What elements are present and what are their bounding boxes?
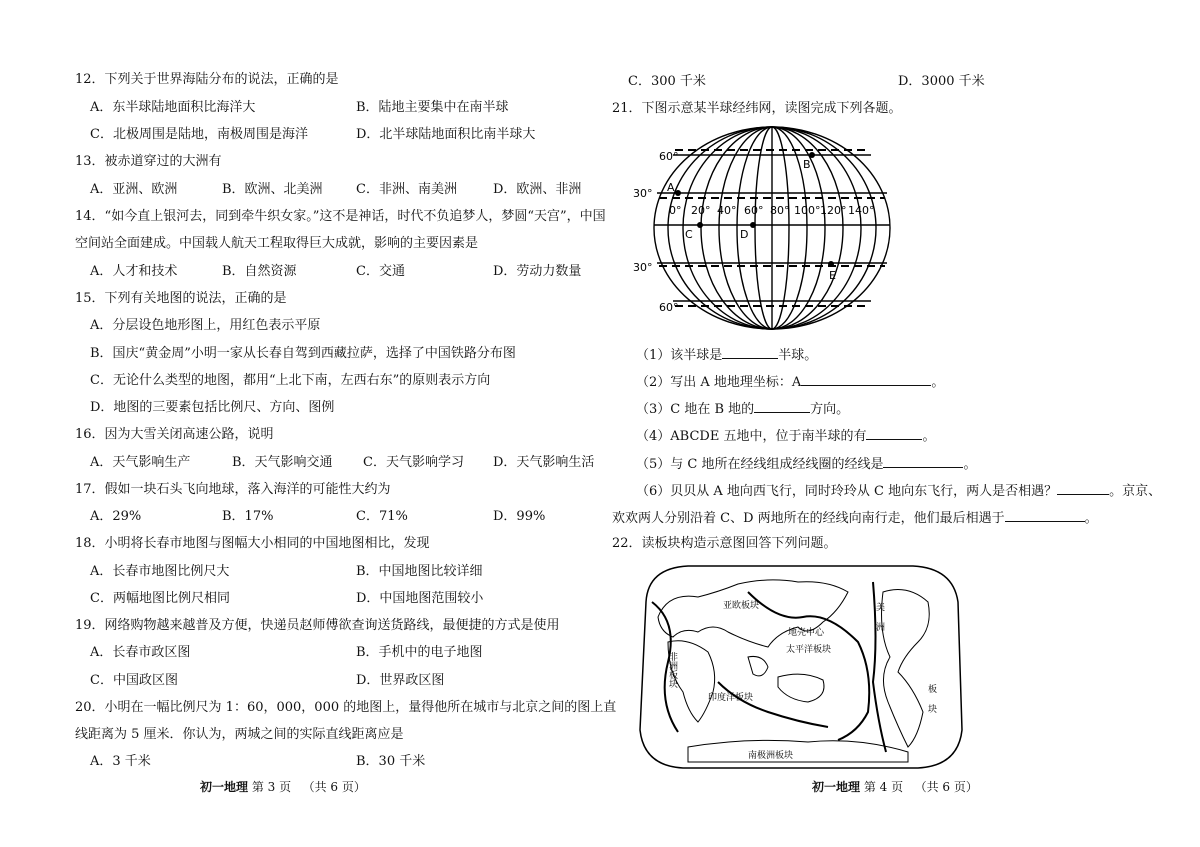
- q21-sub7-text: 欢欢两人分别沿着 C、D 两地所在的经线向南行走，他们最后相遇于: [612, 511, 1005, 526]
- q12-stem: 12．下列关于世界海陆分布的说法，正确的是: [75, 72, 339, 87]
- lon-label-80: 80°: [770, 204, 790, 217]
- q15-option-a: A．分层设色地形图上，用红色表示平原: [90, 318, 321, 333]
- q21-sub4-text: （4）ABCDE 五地中，位于南半球的有: [636, 429, 867, 444]
- q16-option-a: A．天气影响生产: [90, 455, 191, 470]
- lon-label-100: 100°: [794, 204, 821, 217]
- footer-page: 第 3 页: [251, 780, 292, 794]
- q21-sub6-tail: 。京京、: [1109, 484, 1162, 499]
- q21-sub5: [636, 454, 977, 474]
- footer-subject-right: 初一地理: [812, 780, 861, 794]
- q20-stem-line1: 20．小明在一幅比例尺为 1：60，000，000 的地图上，量得他所在城市与北京之间的图上直: [75, 700, 617, 715]
- q13-stem: 13．被赤道穿过的大洲有: [75, 154, 222, 169]
- q12-option-b: B．陆地主要集中在南半球: [356, 100, 509, 115]
- plate-tectonics-map: [628, 562, 968, 772]
- q18-stem: 18．小明将长春市地图与图幅大小相同的中国地图相比，发现: [75, 536, 430, 551]
- q19-option-c: C．中国政区图: [90, 673, 178, 688]
- lat-label-30s: 30°: [633, 261, 653, 274]
- q21-sub4: [636, 426, 935, 446]
- plate-label-american-4: 块: [928, 705, 938, 715]
- plate-label-pacific: 太平洋板块: [786, 645, 832, 655]
- q16-stem: 16．因为大雪关闭高速公路，说明: [75, 427, 274, 442]
- q21-sub2: [636, 372, 944, 392]
- lon-label-120: 120°: [820, 204, 847, 217]
- q15-option-d: D．地图的三要素包括比例尺、方向、图例: [90, 400, 335, 415]
- q14-option-c: C．交通: [356, 264, 405, 279]
- point-d: [750, 222, 756, 228]
- page-footer-left: [200, 778, 366, 795]
- q20-option-c: C．300 千米: [628, 74, 706, 89]
- q20-option-d: D．3000 千米: [898, 74, 985, 89]
- q21-sub1-tail: 半球。: [778, 348, 818, 363]
- q21-sub1-text: （1）该半球是: [636, 348, 723, 363]
- q17-option-b: B．17%: [222, 509, 274, 524]
- lon-label-20: 20°: [691, 204, 711, 217]
- q16-option-d: D．天气影响生活: [493, 455, 595, 470]
- lon-label-40: 40°: [717, 204, 737, 217]
- q18-option-c: C．两幅地图比例尺相同: [90, 591, 230, 606]
- q21-sub7-tail: 。: [1084, 511, 1098, 526]
- q21-sub6-cont: [612, 508, 1098, 528]
- q14-stem-line1: 14．“如今直上银河去，同到牵牛织女家。”这不是神话，时代不负追梦人，梦圆“天宫”，中国: [75, 209, 606, 224]
- point-label-d: D: [740, 228, 749, 241]
- q16-option-b: B．天气影响交通: [232, 455, 333, 470]
- q19-stem: 19．网络购物越来越普及方便，快递员赵师傅欲查询送货路线，最便捷的方式是使用: [75, 618, 560, 633]
- plate-label-antarctic: 南极洲板块: [748, 751, 794, 761]
- lon-label-0: 0°: [669, 204, 682, 217]
- q13-option-a: A．亚洲、欧洲: [90, 182, 178, 197]
- q18-option-d: D．中国地图范围较小: [356, 591, 484, 606]
- plate-label-indian: 印度洋板块: [708, 693, 754, 703]
- q21-sub2-text: （2）写出 A 地地理坐标：A: [636, 375, 802, 390]
- lat-label-30n: 30°: [633, 187, 653, 200]
- q21-sub6: [636, 481, 1161, 501]
- q21-sub3-blank[interactable]: [754, 399, 810, 413]
- q18-option-a: A．长春市地图比例尺大: [90, 564, 230, 579]
- q21-sub5-text: （5）与 C 地所在经线组成经线圈的经线是: [636, 457, 884, 472]
- point-c: [697, 222, 703, 228]
- q12-option-c: C．北极周围是陆地，南极周围是海洋: [90, 127, 308, 142]
- q14-option-a: A．人才和技术: [90, 264, 178, 279]
- q13-option-d: D．欧洲、非洲: [493, 182, 582, 197]
- q21-sub3-tail: 方向。: [810, 402, 850, 417]
- q17-option-a: A．29%: [90, 509, 142, 524]
- footer-subject: 初一地理: [200, 780, 249, 794]
- q15-option-b: B．国庆“黄金周”小明一家从长春自驾到西藏拉萨，选择了中国铁路分布图: [90, 346, 516, 361]
- lat-label-60s: 60°: [659, 301, 679, 314]
- footer-total-right: （共 6 页）: [914, 780, 978, 794]
- q21-sub3-text: （3）C 地在 B 地的: [636, 402, 755, 417]
- q21-sub6-blank[interactable]: [1057, 481, 1109, 495]
- q22-stem: 22．读板块构造示意图回答下列问题。: [612, 536, 837, 551]
- q14-option-d: D．劳动力数量: [493, 264, 582, 279]
- q17-option-c: C．71%: [356, 509, 408, 524]
- q21-sub4-tail: 。: [922, 429, 936, 444]
- plate-label-american-1: 美: [876, 603, 886, 613]
- plate-label-american-2: 洲: [876, 623, 886, 633]
- q19-option-b: B．手机中的电子地图: [356, 645, 483, 660]
- q21-sub2-tail: 。: [931, 375, 945, 390]
- lat-label-60n: 60°: [659, 150, 679, 163]
- lon-label-140: 140°: [848, 204, 875, 217]
- point-a: [675, 190, 681, 196]
- point-e: [828, 261, 834, 267]
- q21-sub1: [636, 345, 817, 365]
- q17-option-d: D．99%: [493, 509, 546, 524]
- q12-option-d: D．北半球陆地面积比南半球大: [356, 127, 536, 142]
- q21-stem: 21．下图示意某半球经纬网，读图完成下列各题。: [612, 101, 902, 116]
- q21-sub1-blank[interactable]: [722, 345, 778, 359]
- q21-sub3: [636, 399, 849, 419]
- point-label-b: B: [803, 158, 811, 171]
- point-label-c: C: [685, 228, 693, 241]
- q21-sub7-blank[interactable]: [1005, 508, 1085, 522]
- footer-total: （共 6 页）: [302, 780, 366, 794]
- q13-option-b: B．欧洲、北美洲: [222, 182, 323, 197]
- q19-option-d: D．世界政区图: [356, 673, 445, 688]
- q21-sub6-text: （6）贝贝从 A 地向西飞行，同时玲玲从 C 地向东飞行，两人是否相遇？: [636, 484, 1058, 499]
- q14-option-b: B．自然资源: [222, 264, 297, 279]
- lon-label-60: 60°: [744, 204, 764, 217]
- q17-stem: 17．假如一块石头飞向地球，落入海洋的可能性大约为: [75, 482, 391, 497]
- q13-option-c: C．非洲、南美洲: [356, 182, 457, 197]
- q14-stem-line2: 空间站全面建成。中国载人航天工程取得巨大成就，影响的主要因素是: [75, 236, 479, 251]
- hemisphere-graticule-diagram: [633, 125, 895, 335]
- q21-sub5-blank[interactable]: [883, 454, 963, 468]
- q15-stem: 15．下列有关地图的说法，正确的是: [75, 291, 287, 306]
- footer-page-right: 第 4 页: [863, 780, 904, 794]
- point-b: [809, 152, 815, 158]
- plate-label-african: 非洲板块: [667, 652, 677, 688]
- point-label-a: A: [667, 181, 675, 194]
- plate-label-american-3: 板: [928, 685, 938, 695]
- page-footer-right: [812, 778, 978, 795]
- plate-label-eurasian: 亚欧板块: [723, 601, 760, 611]
- q21-sub5-tail: 。: [963, 457, 977, 472]
- q15-option-c: C．无论什么类型的地图，都用“上北下南，左西右东”的原则表示方向: [90, 373, 491, 388]
- q20-stem-line2: 线距离为 5 厘米．你认为，两城之间的实际直线距离应是: [75, 727, 404, 742]
- q20-option-a: A．3 千米: [90, 754, 151, 769]
- q21-sub2-blank[interactable]: [801, 372, 931, 386]
- q18-option-b: B．中国地图比较详细: [356, 564, 483, 579]
- q20-option-b: B．30 千米: [356, 754, 426, 769]
- q16-option-c: C．天气影响学习: [363, 455, 464, 470]
- plate-label-center: 地壳中心: [788, 628, 825, 638]
- q21-sub4-blank[interactable]: [866, 426, 922, 440]
- q19-option-a: A．长春市政区图: [90, 645, 191, 660]
- point-label-e: E: [829, 269, 836, 282]
- q12-option-a: A．东半球陆地面积比海洋大: [90, 100, 256, 115]
